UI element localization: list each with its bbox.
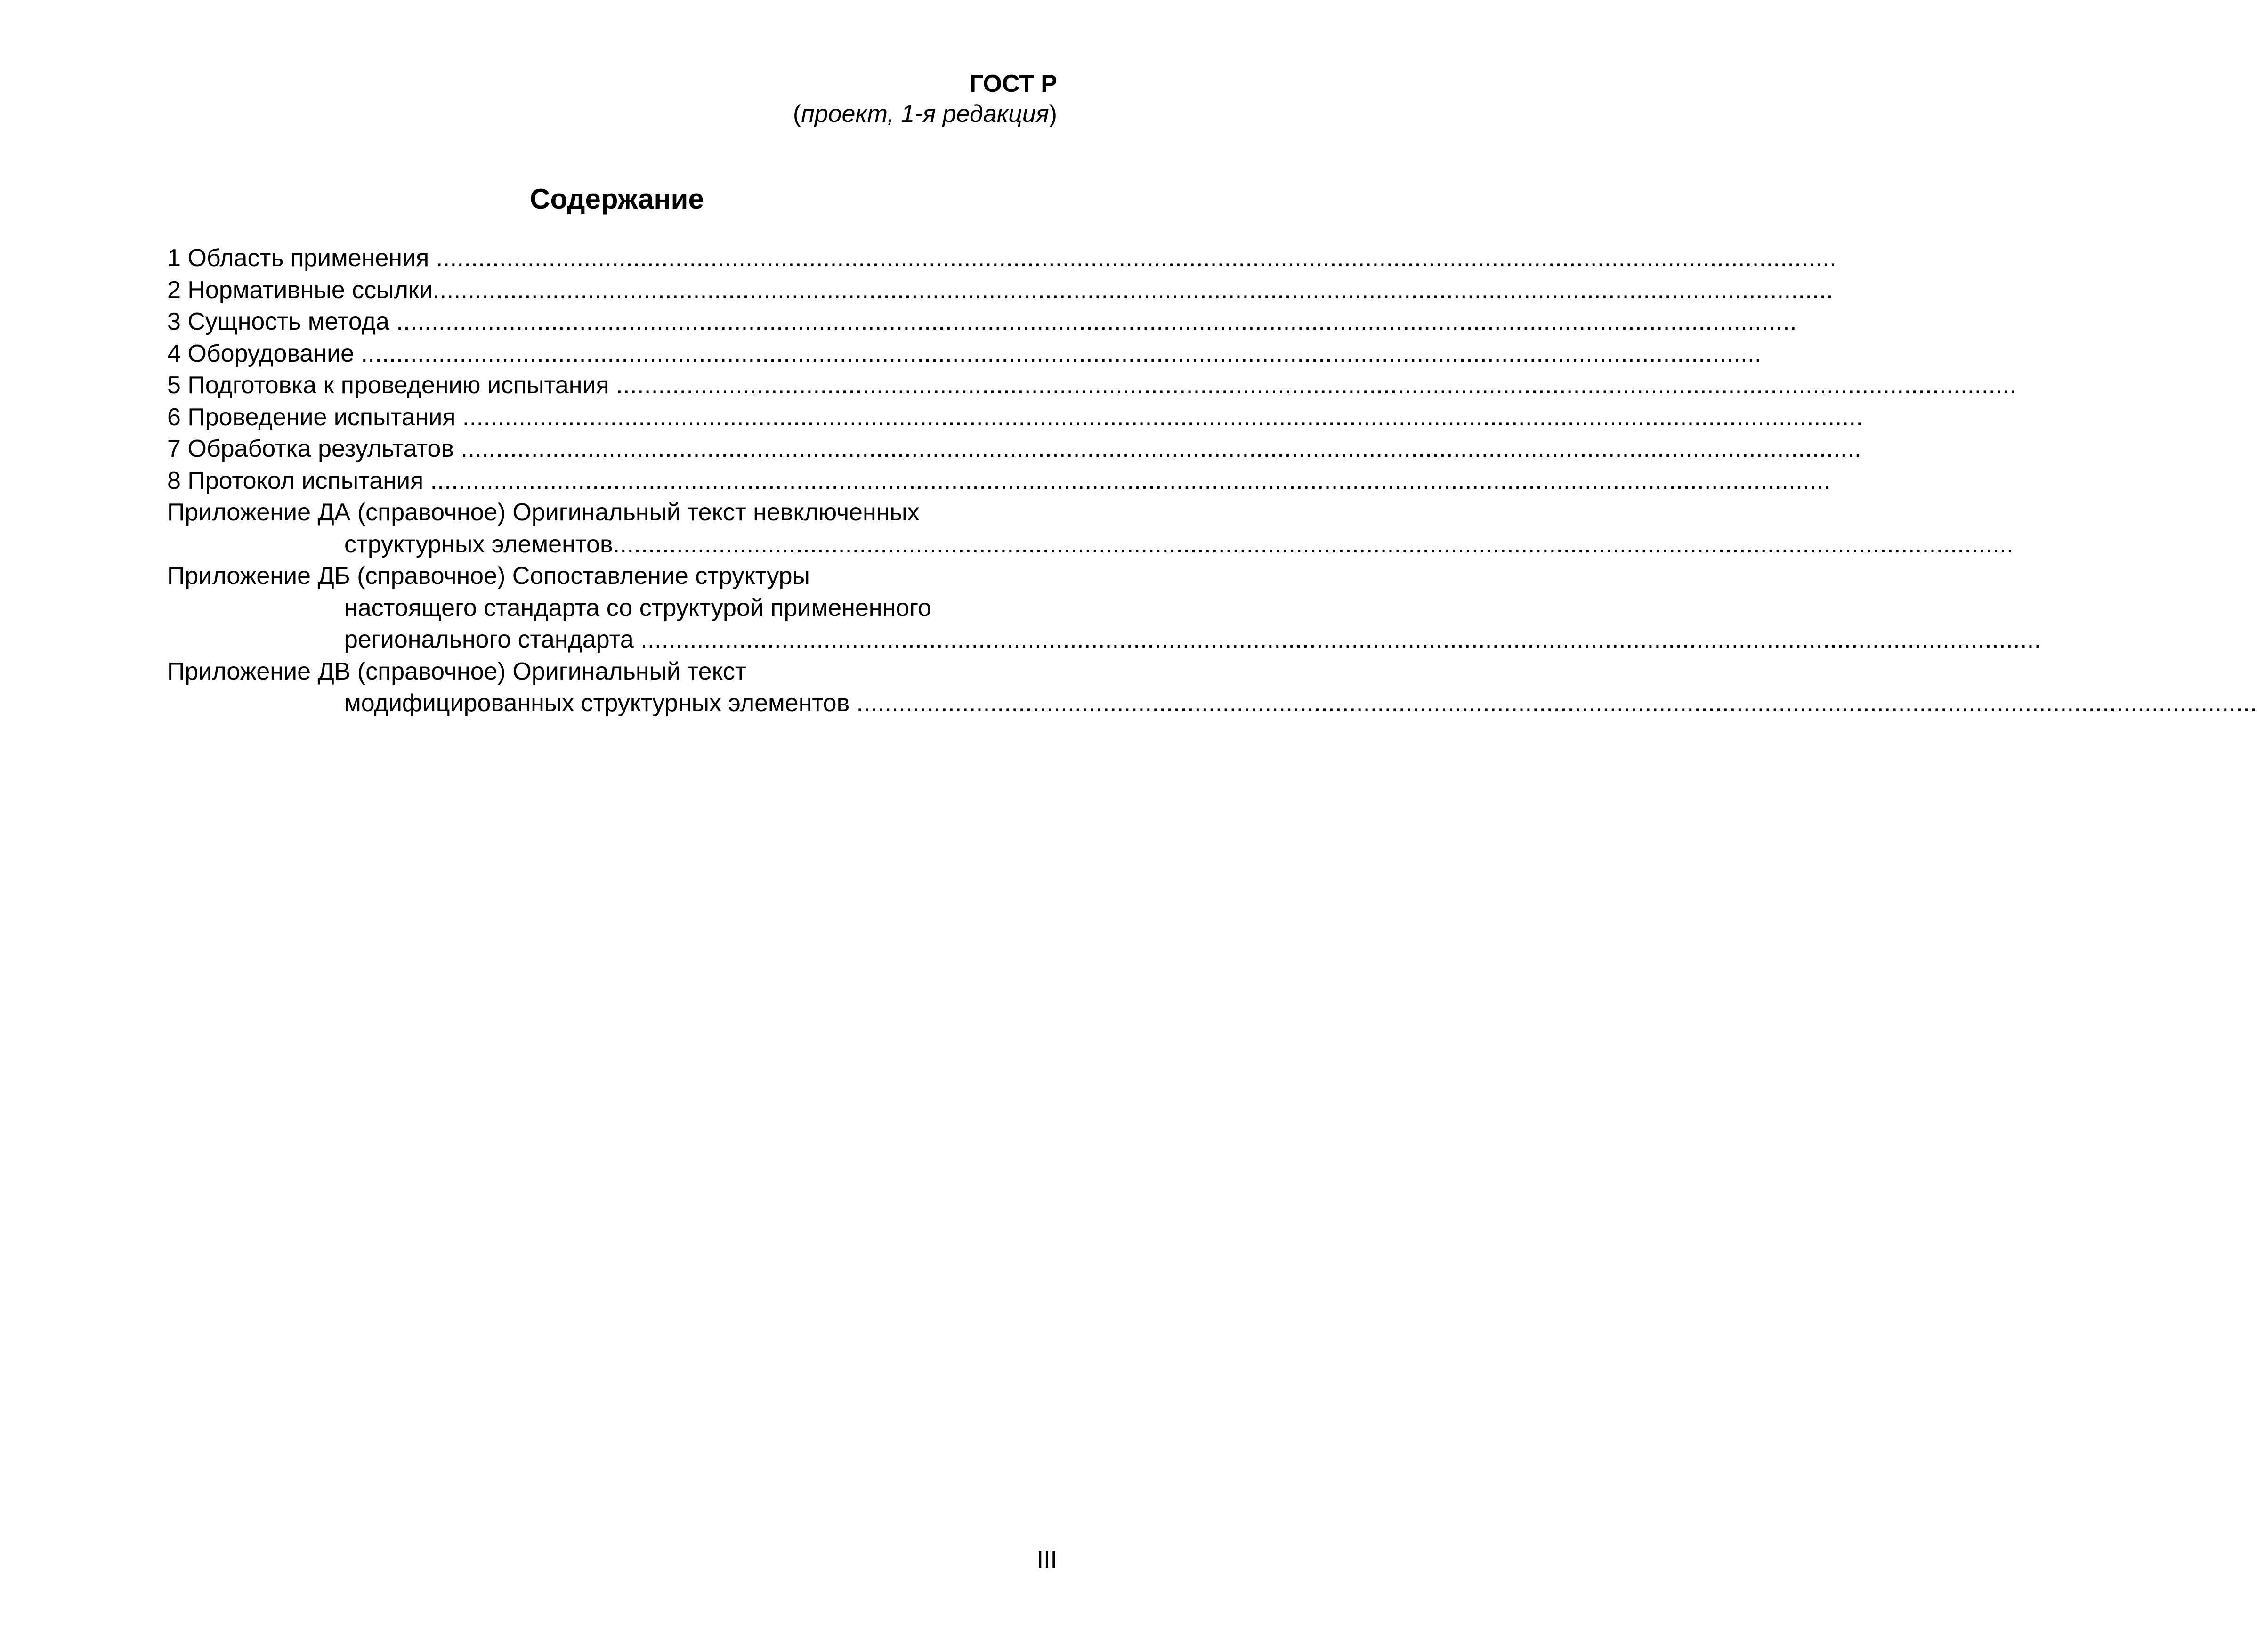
toc-leader: .......................................................................................................................................................................................................: [616, 372, 2017, 399]
toc-entry-text: 5 Подготовка к проведению испытания: [167, 372, 616, 399]
toc-leader: .......................................................................................................................................................................................................: [640, 626, 2041, 653]
toc-appendix-title: Приложение ДВ (справочное) Оригинальный текст: [167, 657, 746, 685]
toc-appendix-entry[interactable]: [167, 656, 2257, 720]
toc-appendix-last-text: регионального стандарта: [344, 626, 641, 653]
table-of-contents: [167, 243, 2257, 720]
toc-leader: .......................................................................................................................................................................................................: [432, 276, 1834, 304]
toc-title: Содержание: [530, 183, 704, 215]
document-edition: [793, 100, 1057, 128]
toc-entry[interactable]: [167, 370, 2017, 402]
toc-entry[interactable]: [167, 465, 1831, 497]
toc-entry[interactable]: [167, 243, 1837, 275]
toc-entry[interactable]: [167, 306, 1797, 338]
toc-leader: .......................................................................................................................................................................................................: [613, 530, 2014, 558]
toc-appendix-entry[interactable]: [167, 497, 2014, 560]
toc-appendix-last-text: структурных элементов: [344, 530, 613, 558]
toc-entry[interactable]: [167, 338, 1762, 370]
toc-appendix-title: Приложение ДА (справочное) Оригинальный текст невключенных: [167, 499, 920, 526]
toc-leader: .......................................................................................................................................................................................................: [856, 689, 2257, 717]
toc-entry-text: 8 Протокол испытания: [167, 467, 430, 494]
toc-appendix-middle-line: настоящего стандарта со структурой примененного: [344, 594, 931, 622]
toc-leader: .......................................................................................................................................................................................................: [396, 308, 1797, 335]
toc-entry[interactable]: [167, 275, 1834, 307]
toc-entry-text: 2 Нормативные ссылки: [167, 276, 433, 304]
toc-entry[interactable]: [167, 433, 1862, 465]
toc-leader: .......................................................................................................................................................................................................: [462, 403, 1863, 431]
edition-open-paren: (: [793, 100, 801, 128]
toc-entry-text: 7 Обработка результатов: [167, 435, 461, 462]
toc-leader: .......................................................................................................................................................................................................: [361, 340, 1762, 367]
toc-entry-text: 4 Оборудование: [167, 340, 361, 367]
toc-appendix-title: Приложение ДБ (справочное) Сопоставление структуры: [167, 562, 810, 590]
toc-entry[interactable]: [167, 402, 1863, 434]
toc-appendix-last-line: [344, 529, 2014, 561]
toc-leader: .......................................................................................................................................................................................................: [461, 435, 1862, 462]
toc-leader: .......................................................................................................................................................................................................: [430, 467, 1831, 494]
toc-appendix-entry[interactable]: [167, 560, 2041, 656]
page-number: III: [1036, 1546, 1057, 1573]
document-code: ГОСТ Р: [969, 70, 1057, 97]
toc-entry-text: 1 Область применения: [167, 244, 436, 272]
toc-entry-text: 6 Проведение испытания: [167, 403, 462, 431]
toc-entry-text: 3 Сущность метода: [167, 308, 396, 335]
toc-leader: .......................................................................................................................................................................................................: [436, 244, 1837, 272]
toc-appendix-last-text: модифицированных структурных элементов: [344, 689, 857, 717]
edition-close-paren: ): [1049, 100, 1057, 128]
edition-text: проект, 1-я редакция: [801, 100, 1049, 128]
toc-appendix-last-line: [344, 624, 2041, 656]
toc-appendix-last-line: [344, 688, 2257, 720]
